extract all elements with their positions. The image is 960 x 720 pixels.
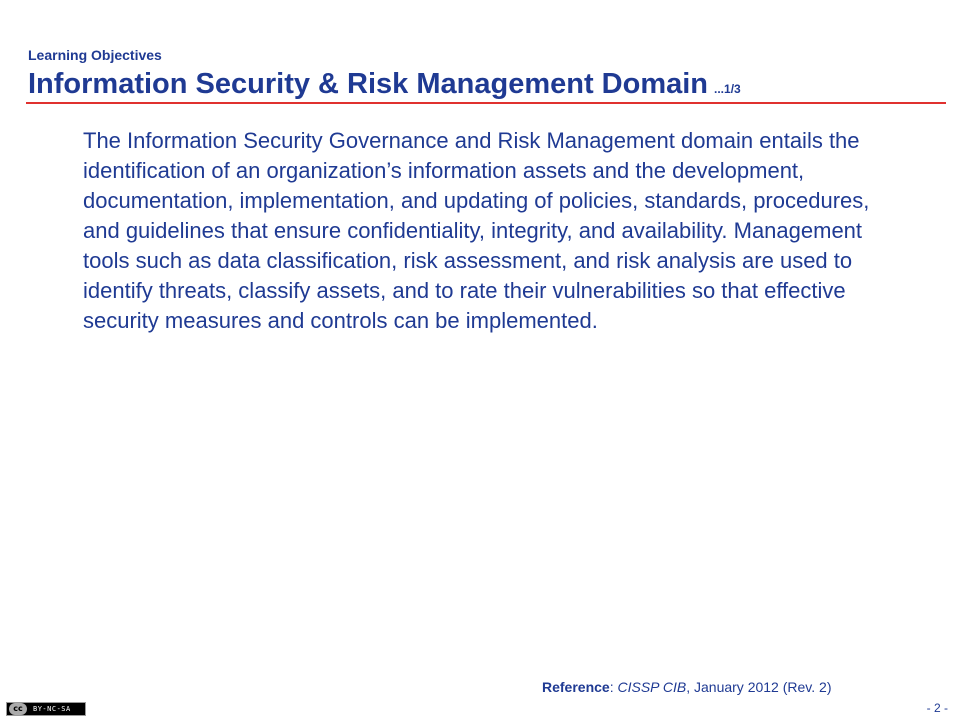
page-number: - 2 - [926, 701, 948, 715]
reference-source: CISSP CIB [617, 679, 687, 695]
slide-title-text: Information Security & Risk Management Domain [28, 68, 709, 100]
license-badge [6, 702, 86, 716]
reference-separator: : [609, 679, 618, 695]
slide-title [28, 67, 948, 106]
cc-icon: cc [9, 703, 27, 715]
reference-detail: , January 2012 (Rev. 2) [686, 679, 832, 695]
section-label: Learning Objectives [28, 47, 162, 63]
reference-citation [542, 679, 831, 695]
title-divider [26, 102, 946, 104]
page-indicator: ...1/3 [714, 82, 741, 96]
body-paragraph: The Information Security Governance and Risk Management domain entails the identification of an organization’s information assets and the development, documentation, implementation, and updating of policies, standards, procedures, and guidelines that ensure confidentiality, integrity, and availability. Management tools such as data classification, risk assessment, and risk analysis are used to identify threats, classify assets, and to rate their vulnerabilities so that effective security measures and controls can be implemented. [83, 128, 870, 333]
reference-label: Reference [542, 679, 610, 695]
slide-header [28, 46, 948, 106]
license-terms: BY-NC-SA [33, 705, 71, 713]
